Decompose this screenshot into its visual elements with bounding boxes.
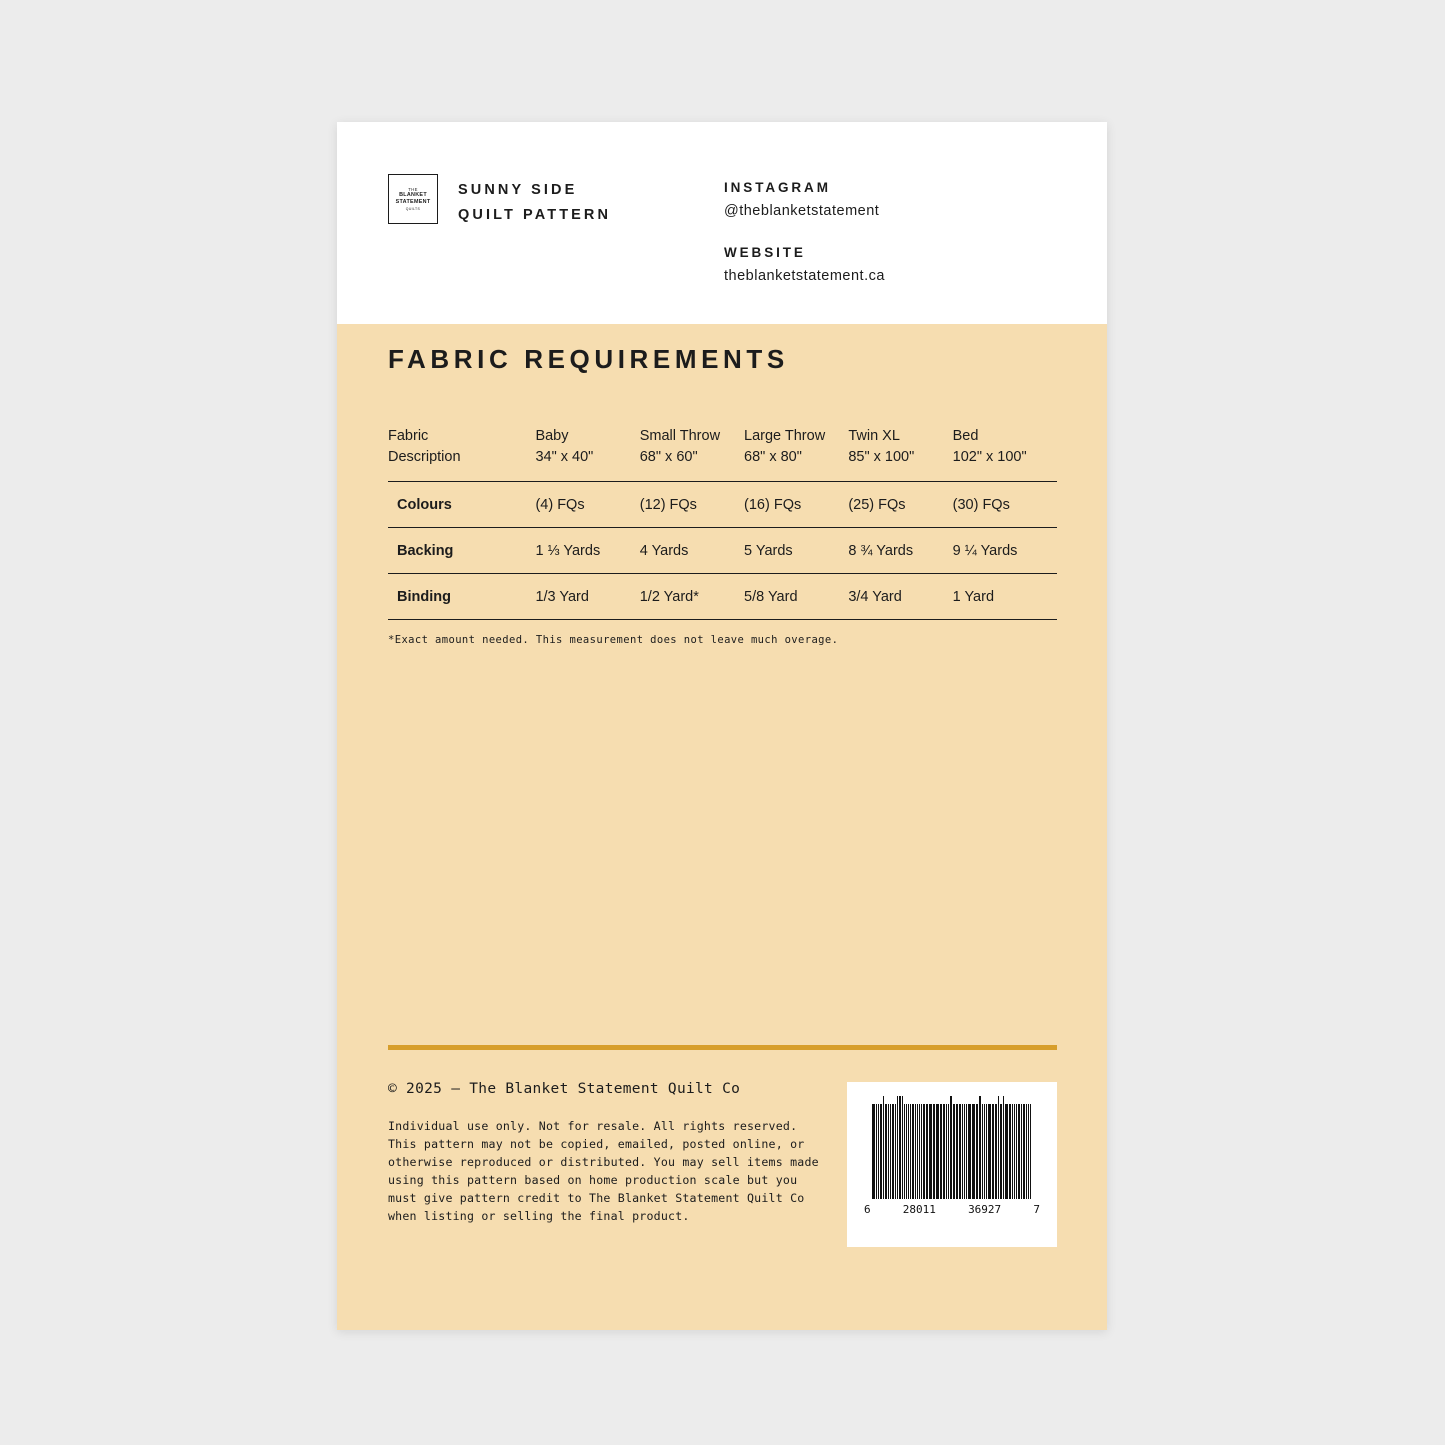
logo-line-2: BLANKET	[399, 191, 427, 198]
column-header-baby-name: Baby	[535, 428, 569, 444]
barcode-digit-right: 7	[1033, 1203, 1040, 1216]
cell-binding-large-throw: 5/8 Yard	[744, 588, 798, 605]
column-header-description-line2: Description	[388, 448, 461, 465]
fabric-requirements-title: FABRIC REQUIREMENTS	[388, 344, 789, 374]
page-title	[458, 178, 611, 229]
table-row	[388, 574, 1057, 620]
cell-binding-baby: 1/3 Yard	[535, 588, 589, 605]
barcode-digits-mid1: 28011	[902, 1203, 936, 1216]
column-header-large-throw-name: Large Throw	[744, 428, 826, 444]
logo-line-1: THE	[408, 186, 418, 192]
column-header-large-throw	[744, 426, 848, 482]
table-row	[388, 482, 1057, 528]
column-header-twin-xl-dim: 85" x 100"	[848, 448, 915, 465]
cell-binding-twin-xl: 3/4 Yard	[848, 588, 902, 605]
cell-binding-bed: 1 Yard	[952, 588, 995, 605]
row-label-backing: Backing	[397, 542, 454, 559]
copyright-line: © 2025 – The Blanket Statement Quilt Co	[388, 1081, 741, 1097]
brand-logo	[388, 174, 438, 224]
column-header-small-throw	[640, 426, 744, 482]
column-header-baby	[535, 426, 639, 482]
cell-colours-twin-xl: (25) FQs	[848, 496, 906, 513]
table-row	[388, 528, 1057, 574]
cell-colours-small-throw: (12) FQs	[639, 496, 697, 513]
barcode-bars	[872, 1104, 1032, 1199]
barcode-digits	[864, 1203, 1040, 1216]
column-header-bed-dim: 102" x 100"	[952, 448, 1027, 465]
column-header-twin-xl	[848, 426, 952, 482]
table-footnote: *Exact amount needed. This measurement does not leave much overage.	[388, 634, 839, 646]
instagram-handle[interactable]: @theblanketstatement	[724, 202, 880, 219]
barcode	[847, 1082, 1057, 1247]
website-url[interactable]: theblanketstatement.ca	[724, 268, 885, 285]
cell-backing-baby: 1 ⅓ Yards	[535, 542, 601, 559]
column-header-bed	[953, 426, 1057, 482]
column-header-description	[388, 426, 535, 482]
column-header-description-line1: Fabric	[388, 428, 429, 444]
column-header-baby-dim: 34" x 40"	[535, 448, 594, 465]
cell-colours-bed: (30) FQs	[952, 496, 1010, 513]
cell-backing-small-throw: 4 Yards	[639, 542, 689, 559]
logo-line-4: QUILTS	[405, 207, 421, 212]
column-header-bed-name: Bed	[952, 428, 979, 444]
contact-block	[724, 177, 885, 288]
barcode-digit-left: 6	[864, 1203, 871, 1216]
row-label-binding: Binding	[397, 588, 451, 605]
pattern-type: QUILT PATTERN	[458, 207, 612, 224]
cell-backing-large-throw: 5 Yards	[744, 542, 793, 559]
row-label-colours: Colours	[397, 496, 452, 513]
cell-backing-bed: 9 ¼ Yards	[952, 542, 1018, 559]
instagram-label: INSTAGRAM	[724, 180, 831, 195]
website-label: WEBSITE	[724, 245, 806, 261]
pattern-back-cover	[337, 122, 1107, 1330]
column-header-large-throw-dim: 68" x 80"	[744, 448, 802, 465]
legal-text: Individual use only. Not for resale. All rights reserved. This pattern may not be copied, emailed, posted online, or otherwise reproduced or distributed. You may sell items made using this pattern based on home production scale but you must give pattern credit to The Blanket Statement Quilt Co when listing or selling the final product.	[388, 1119, 819, 1223]
table-header-row	[388, 426, 1057, 482]
cell-backing-twin-xl: 8 ¾ Yards	[848, 542, 914, 559]
column-header-small-throw-dim: 68" x 60"	[639, 448, 698, 465]
cell-binding-small-throw: 1/2 Yard*	[639, 588, 699, 605]
logo-line-3: STATEMENT	[395, 198, 431, 205]
pattern-name: SUNNY SIDE	[458, 182, 578, 198]
fabric-requirements-table	[388, 426, 1057, 620]
header-band	[337, 122, 1107, 324]
accent-divider	[388, 1045, 1057, 1050]
column-header-twin-xl-name: Twin XL	[848, 428, 900, 444]
cell-colours-large-throw: (16) FQs	[744, 496, 802, 513]
column-header-small-throw-name: Small Throw	[639, 428, 721, 444]
barcode-digits-mid2: 36927	[968, 1203, 1002, 1216]
cell-colours-baby: (4) FQs	[535, 496, 585, 513]
